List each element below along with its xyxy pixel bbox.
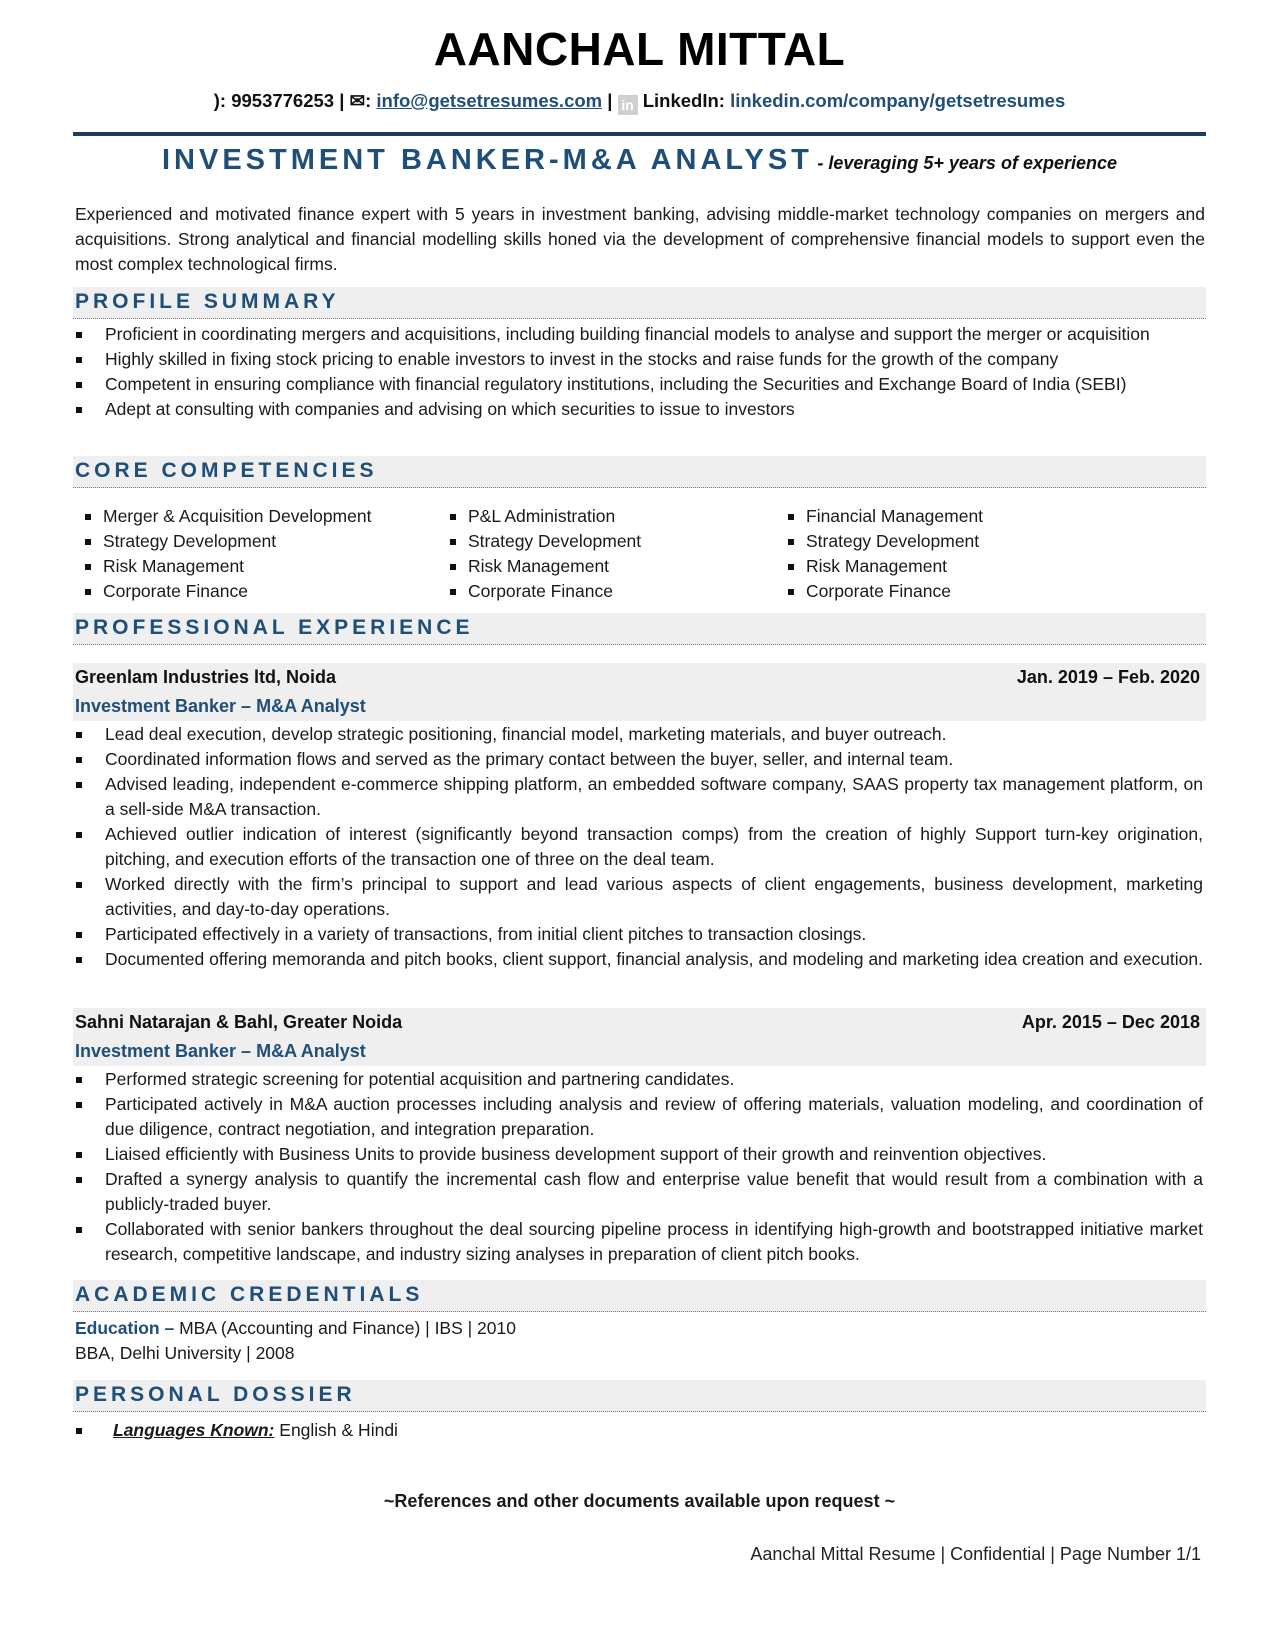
- section-heading: PERSONAL DOSSIER: [75, 1383, 356, 1406]
- list-item: Drafted a synergy analysis to quantify the incremental cash flow and enterprise value benefit that would result from a combination with a publicly-traded buyer.: [73, 1167, 1203, 1217]
- education-bba: BBA, Delhi University | 2008: [75, 1343, 295, 1363]
- phone-icon: ):: [213, 90, 227, 111]
- competency-item: Strategy Development: [438, 529, 641, 554]
- competency-item: Risk Management: [73, 554, 371, 579]
- section-heading: PROFILE SUMMARY: [75, 290, 340, 313]
- separator: |: [339, 90, 345, 111]
- competency-item: Financial Management: [776, 504, 983, 529]
- list-item: Competent in ensuring compliance with financial regulatory institutions, including the Securities and Exchange Board of India (SEBI): [73, 372, 1203, 397]
- phone-number: 9953776253: [231, 90, 335, 111]
- list-item: Coordinated information flows and served as the primary contact between the buyer, seller, and internal team.: [73, 747, 1203, 772]
- profile-summary-list: [73, 322, 1203, 422]
- company-name: Greenlam Industries ltd, Noida: [75, 667, 337, 687]
- competency-column: [776, 504, 983, 604]
- email-icon: ✉: [349, 90, 366, 111]
- job-bullets: [73, 722, 1203, 972]
- job-header: [73, 663, 1206, 721]
- list-item: Adept at consulting with companies and advising on which securities to issue to investors: [73, 397, 1203, 422]
- linkedin-link[interactable]: linkedin.com/company/getsetresumes: [730, 90, 1066, 111]
- list-item: Liaised efficiently with Business Units to provide business development support of their growth and reinvention objectives.: [73, 1142, 1203, 1167]
- languages-label: Languages Known:: [113, 1420, 275, 1440]
- list-item: Achieved outlier indication of interest (significantly beyond transaction comps) from the creation of highly Support turn-key origination, pitching, and execution efforts of the transaction one of three on the deal team.: [73, 822, 1203, 872]
- section-core-competencies: [73, 456, 1206, 488]
- separator: |: [607, 90, 613, 111]
- job-role: Investment Banker – M&A Analyst: [75, 1041, 366, 1061]
- section-professional-experience: [73, 613, 1206, 645]
- competency-item: Corporate Finance: [73, 579, 371, 604]
- list-item: Collaborated with senior bankers throughout the deal sourcing pipeline process in identifying high-growth and bootstrapped initiative market research, competitive landscape, and industry sizing analyses in preparation of client pitch books.: [73, 1217, 1203, 1267]
- competency-item: Corporate Finance: [776, 579, 983, 604]
- experience-tagline: - leveraging 5+ years of experience: [817, 153, 1117, 173]
- job-header: [73, 1008, 1206, 1066]
- job-dates: Jan. 2019 – Feb. 2020: [1016, 667, 1200, 687]
- languages-item: [73, 1418, 398, 1443]
- education-mba: MBA (Accounting and Finance) | IBS | 2010: [179, 1318, 516, 1338]
- headline: [73, 144, 1206, 177]
- competency-item: Merger & Acquisition Development: [73, 504, 371, 529]
- competency-item: Strategy Development: [73, 529, 371, 554]
- section-personal-dossier: [73, 1380, 1206, 1412]
- list-item: Participated effectively in a variety of transactions, from initial client pitches to transaction closings.: [73, 922, 1203, 947]
- list-item: Advised leading, independent e-commerce shipping platform, an embedded software company, SAAS property tax management platform, on a sell-side M&A transaction.: [73, 772, 1203, 822]
- references-note: ~References and other documents available upon request ~: [383, 1491, 896, 1511]
- job-bullets: [73, 1067, 1203, 1267]
- list-item: Highly skilled in fixing stock pricing to enable investors to invest in the stocks and raise funds for the growth of the company: [73, 347, 1203, 372]
- candidate-name: AANCHAL MITTAL: [433, 23, 846, 75]
- job-dates: Apr. 2015 – Dec 2018: [1021, 1012, 1200, 1032]
- section-academic-credentials: [73, 1280, 1206, 1312]
- education-line: [75, 1316, 516, 1341]
- section-profile-summary: [73, 287, 1206, 319]
- job-role: Investment Banker – M&A Analyst: [75, 696, 366, 716]
- list-item: Participated actively in M&A auction processes including analysis and review of offering materials, valuation modeling, and coordination of due diligence, contract negotiation, and integration preparation.: [73, 1092, 1203, 1142]
- section-heading: PROFESSIONAL EXPERIENCE: [75, 616, 474, 639]
- job-title: INVESTMENT BANKER-M&A ANALYST: [161, 144, 813, 176]
- competency-item: Risk Management: [438, 554, 641, 579]
- list-item: Lead deal execution, develop strategic positioning, financial model, marketing materials, and buyer outreach.: [73, 722, 1203, 747]
- competency-item: Corporate Finance: [438, 579, 641, 604]
- list-item: Documented offering memoranda and pitch books, client support, financial analysis, and modeling and marketing idea creation and execution.: [73, 947, 1203, 972]
- section-heading: CORE COMPETENCIES: [75, 459, 378, 482]
- section-heading: ACADEMIC CREDENTIALS: [75, 1283, 424, 1306]
- competency-item: Strategy Development: [776, 529, 983, 554]
- competency-item: P&L Administration: [438, 504, 641, 529]
- header-divider: [73, 132, 1206, 136]
- competency-item: Risk Management: [776, 554, 983, 579]
- page-footer: Aanchal Mittal Resume | Confidential | Page Number 1/1: [750, 1544, 1201, 1564]
- company-name: Sahni Natarajan & Bahl, Greater Noida: [75, 1012, 403, 1032]
- competency-column: [73, 504, 371, 604]
- list-item: Proficient in coordinating mergers and acquisitions, including building financial models to analyse and support the merger or acquisition: [73, 322, 1203, 347]
- linkedin-icon: in: [618, 95, 638, 115]
- competency-column: [438, 504, 641, 604]
- linkedin-label: LinkedIn:: [642, 90, 725, 111]
- list-item: Worked directly with the firm’s principal to support and lead various aspects of client engagements, business development, marketing activities, and day-to-day operations.: [73, 872, 1203, 922]
- list-item: Performed strategic screening for potential acquisition and partnering candidates.: [73, 1067, 1203, 1092]
- contact-line: ): 9953776253 | ✉: info@getsetresumes.com | in LinkedIn: linkedin.com/company/getsetresumes: [213, 90, 1066, 113]
- email-link[interactable]: info@getsetresumes.com: [376, 90, 603, 111]
- intro-paragraph: Experienced and motivated finance expert with 5 years in investment banking, advising middle-market technology companies on mergers and acquisitions. Strong analytical and financial modelling skills honed via the development of comprehensive financial models to support even the most complex technological firms.: [75, 204, 1205, 274]
- education-label: Education –: [75, 1318, 175, 1338]
- languages-value: English & Hindi: [279, 1420, 398, 1440]
